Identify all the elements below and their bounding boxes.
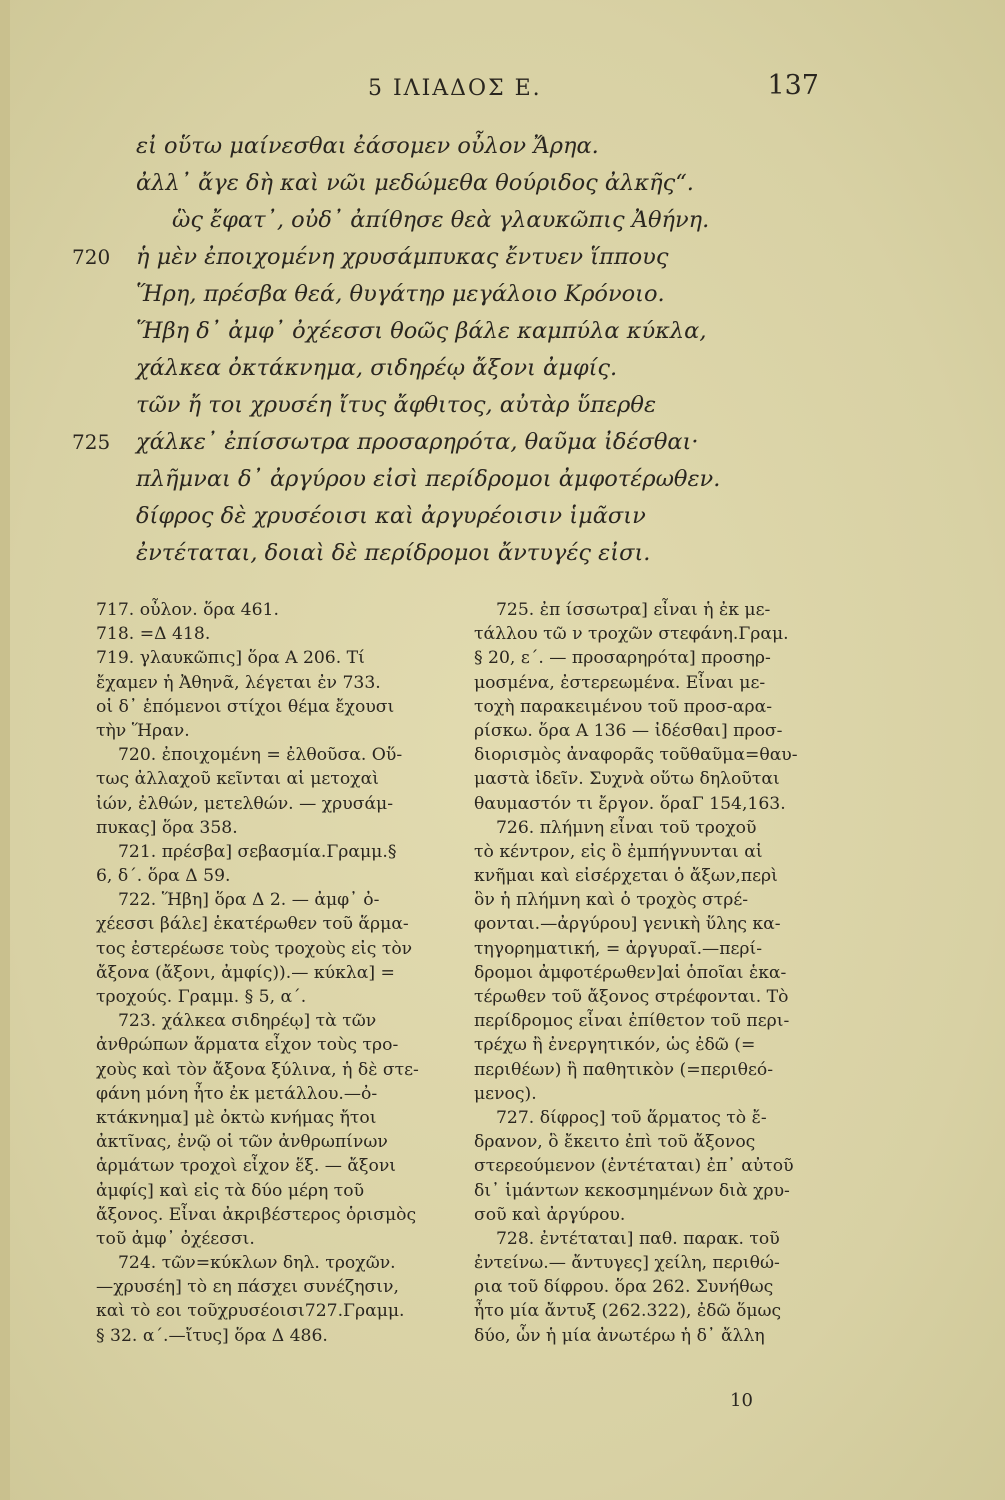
note-line: τέρωθεν τοῦ ἄξονος στρέφονται. Τὸ (474, 987, 789, 1007)
verse-line-text: ὣς ἔφατ᾽, οὐδ᾽ ἀπίθησε θεὰ γλαυκῶπις Ἀθήνη. (172, 207, 710, 233)
note-line: στερεούμενον (ἐντέταται) ἐπ᾽ αὐτοῦ (474, 1156, 794, 1177)
verse-line-text: ἐντέταται, δοιαὶ δὲ περίδρομοι ἄντυγές εἰσι. (136, 540, 651, 566)
note-line: μενος). (474, 1083, 537, 1104)
note-line: περίδρομος εἶναι ἐπίθετον τοῦ περι- (474, 1011, 790, 1032)
verse-line (136, 202, 776, 239)
verse-line (136, 276, 776, 313)
verse-line-text: ἡ μὲν ἐποιχομένη χρυσάμπυκας ἔντυεν ἵππους (136, 244, 669, 270)
note-line: § 32. α΄.—ἴτυς] ὅρα Δ 486. (96, 1325, 328, 1346)
note-line: ἄξονος. Εἶναι ἀκριβέστερος ὁρισμὸς (96, 1204, 417, 1225)
note-line: καὶ τὸ εοι τοῦχρυσέοισι727.Γραμμ. (96, 1301, 405, 1322)
note-line: τηγορηματική, = ἀργυραῖ.—περί- (474, 938, 763, 959)
note-line: μοσμένα, ἐστερεωμένα. Εἶναι με- (474, 672, 766, 693)
notes-column-right (474, 598, 810, 1348)
note-line: ὃν ἡ πλήμνη καὶ ὁ τροχὸς στρέ- (474, 890, 749, 911)
verse-line (136, 313, 776, 350)
note-line: δρομοι ἀμφοτέρωθεν]αἱ ὁποῖαι ἑκα- (474, 962, 787, 983)
note-line: κτάκνημα] μὲ ὀκτὼ κνήμας ἤτοι (96, 1107, 377, 1128)
verse-line (136, 350, 776, 387)
note-line: 719. γλαυκῶπις] ὅρα Α 206. Τί (96, 648, 365, 669)
verse-text (72, 128, 776, 572)
note-line: ρια τοῦ δίφρου. ὅρα 262. Συνήθως (474, 1277, 774, 1298)
verse-line-text: πλῆμναι δ᾽ ἀργύρου εἰσὶ περίδρομοι ἀμφοτέρωθεν. (136, 466, 721, 492)
note-line: ἄξονα (ἄξονι, ἀμφίς)).— κύκλα] = (96, 962, 395, 983)
notes-column-left (96, 598, 432, 1348)
note-line: χέεσσι βάλε] ἑκατέρωθεν τοῦ ἅρμα- (96, 914, 409, 935)
verse-line-text: Ἥβη δ᾽ ἀμφ᾽ ὀχέεσσι θοῶς βάλε καμπύλα κύκλα, (136, 318, 707, 344)
page-number: 137 (767, 70, 819, 101)
note-line: 728. ἐντέταται] παθ. παρακ. τοῦ (496, 1228, 780, 1249)
note-line: ἀκτῖνας, ἐνῷ οἱ τῶν ἀνθρωπίνων (96, 1132, 388, 1153)
verse-line (136, 128, 776, 165)
note-line: 718. =Δ 418. (96, 624, 211, 645)
commentary-notes (96, 598, 826, 1428)
note-line: τὸ κέντρον, εἰς ὃ ἐμπήγνυνται αἱ (474, 841, 763, 862)
note-line: δρανον, ὃ ἔκειτο ἐπὶ τοῦ ἄξονος (474, 1132, 756, 1153)
note-line: 717. οὖλον. ὅρα 461. (96, 600, 279, 620)
note-line: τροχούς. Γραμμ. § 5, α΄. (96, 987, 307, 1007)
line-number: 720 (72, 245, 111, 269)
note-line: φάνη μόνη ἦτο ἐκ μετάλλου.—ὀ- (96, 1083, 378, 1104)
note-line: 720. ἐποιχομένη = ἐλθοῦσα. Οὕ- (118, 745, 403, 766)
note-line: χοὺς καὶ τὸν ἄξονα ξύλινα, ἡ δὲ στε- (96, 1059, 419, 1080)
note-line: τάλλου τῶ ν τροχῶν στεφάνη.Γραμ. (474, 624, 789, 645)
note-line: μαστὰ ἰδεῖν. Συχνὰ οὕτω δηλοῦται (474, 769, 780, 790)
note-line: ἁρμάτων τροχοὶ εἶχον ἕξ. — ἄξονι (96, 1156, 397, 1177)
line-number: 725 (72, 430, 111, 454)
note-line: ἀμφίς] καὶ εἰς τὰ δύο μέρη τοῦ (96, 1180, 365, 1201)
verse-line (136, 461, 776, 498)
note-line: ἦτο μία ἄντυξ (262.322), ἐδῶ ὅμως (474, 1301, 782, 1322)
verse-line-text: χάλκεα ὀκτάκνημα, σιδηρέῳ ἄξονι ἀμφίς. (136, 355, 618, 381)
note-line: τος ἐστερέωσε τοὺς τροχοὺς εἰς τὸν (96, 938, 413, 959)
verse-line (136, 165, 776, 202)
verse-line-text: τῶν ἤ τοι χρυσέη ἴτυς ἄφθιτος, αὐτὰρ ὕπερθε (136, 392, 657, 418)
note-line: 722. Ἥβη] ὅρα Δ 2. — ἀμφ᾽ ὀ- (118, 890, 380, 911)
note-line: δι᾽ ἱμάντων κεκοσμημένων διὰ χρυ- (474, 1180, 790, 1201)
note-line: τὴν Ἥραν. (96, 720, 190, 741)
note-line: πυκας] ὅρα 358. (96, 817, 238, 838)
note-line: δύο, ὧν ἡ μία ἀνωτέρω ἡ δ᾽ ἄλλη (474, 1325, 765, 1346)
note-line: σοῦ καὶ ἀργύρου. (474, 1204, 626, 1225)
verse-line-text: ἀλλ᾽ ἄγε δὴ καὶ νῶι μεδώμεθα θούριδος ἀλκῆς“. (136, 170, 694, 196)
note-line: τρέχω ἢ ἐνεργητικόν, ὡς ἐδῶ (= (474, 1035, 756, 1056)
verse-line (136, 535, 776, 572)
note-line: —χρυσέη] τὸ εη πάσχει συνέζησιν, (96, 1277, 399, 1298)
note-line: 724. τῶν=κύκλων δηλ. τροχῶν. (118, 1253, 396, 1274)
note-line: θαυμαστόν τι ἔργον. ὅραΓ 154,163. (474, 793, 786, 814)
verse-line-text: δίφρος δὲ χρυσέοισι καὶ ἀργυρέοισιν ἱμᾶσιν (136, 503, 646, 529)
note-line: τοχὴ παρακειμένου τοῦ προσ-αρα- (474, 696, 772, 717)
note-line: 6, δ΄. ὅρα Δ 59. (96, 866, 231, 887)
note-line: φονται.—ἀργύρου] γενικὴ ὕλης κα- (474, 914, 781, 935)
note-line: 723. χάλκεα σιδηρέῳ] τὰ τῶν (118, 1011, 377, 1032)
verse-line (72, 239, 776, 276)
note-line: § 20, ε΄. — προσαρηρότα] προσηρ- (474, 648, 771, 669)
verse-line (136, 498, 776, 535)
note-line: 721. πρέσβα] σεβασμία.Γραμμ.§ (118, 841, 397, 862)
page-edge (0, 0, 10, 1500)
running-title: 5 ΙΛΙΑΔΟΣ Ε. (368, 76, 542, 101)
note-line: ρίσκω. ὅρα Α 136 — ἰδέσθαι] προσ- (474, 720, 783, 741)
note-line: ἰών, ἐλθών, μετελθών. — χρυσάμ- (96, 793, 394, 814)
note-line: περιθέων) ἢ παθητικὸν (=περιθεό- (474, 1059, 774, 1080)
signature-mark: 10 (730, 1390, 753, 1411)
verse-line-text: Ἥρη, πρέσβα θεά, θυγάτηρ μεγάλοιο Κρόνοιο. (136, 281, 665, 307)
note-line: τοῦ ἀμφ᾽ ὀχέεσσι. (96, 1228, 255, 1249)
note-line: 726. πλήμνη εἶναι τοῦ τροχοῦ (496, 817, 757, 838)
note-line: κνῆμαι καὶ εἰσέρχεται ὁ ἄξων,περὶ (474, 866, 778, 887)
note-line: ἐντείνω.— ἄντυγες] χείλη, περιθώ- (474, 1253, 780, 1274)
note-line: τως ἀλλαχοῦ κεῖνται αἱ μετοχαὶ (96, 769, 379, 790)
note-line: 725. ἐπ ίσσωτρα] εἶναι ἡ ἐκ με- (496, 600, 771, 620)
verse-line (72, 424, 776, 461)
note-line: οἱ δ᾽ ἑπόμενοι στίχοι θέμα ἔχουσι (96, 696, 395, 717)
note-line: ἀνθρώπων ἅρματα εἶχον τοὺς τρο- (96, 1035, 399, 1056)
verse-line-text: εἰ οὕτω μαίνεσθαι ἐάσομεν οὖλον Ἄρηα. (136, 133, 599, 159)
running-head (0, 70, 1005, 110)
note-line: 727. δίφρος] τοῦ ἅρματος τὸ ἔ- (496, 1107, 767, 1128)
note-line: διορισμὸς ἀναφορᾶς τοῦθαῦμα=θαυ- (474, 745, 798, 766)
verse-line (136, 387, 776, 424)
note-line: ἔχαμεν ἡ Ἀθηνᾶ, λέγεται ἐν 733. (96, 672, 381, 693)
verse-line-text: χάλκε᾽ ἐπίσσωτρα προσαρηρότα, θαῦμα ἰδέσθαι· (136, 429, 699, 455)
